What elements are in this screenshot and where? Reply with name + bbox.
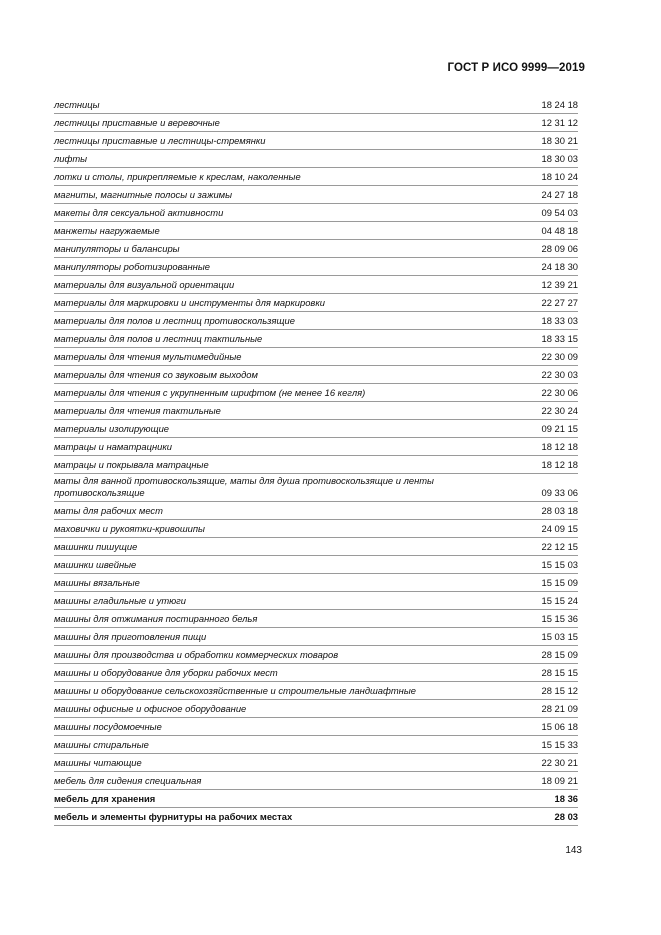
- entry-code: 18 12 18: [541, 459, 578, 470]
- index-entry: [54, 718, 578, 736]
- index-entry: [54, 294, 578, 312]
- entry-code: 18 33 03: [541, 315, 578, 326]
- entry-term: лестницы приставные и веревочные: [54, 117, 220, 128]
- page-number: 143: [565, 845, 582, 856]
- index-entry: [54, 808, 578, 826]
- entry-term: макеты для сексуальной активности: [54, 207, 224, 218]
- entry-code: 18 24 18: [541, 99, 578, 110]
- entry-code: 28 15 15: [541, 667, 578, 678]
- entry-code: 15 06 18: [541, 721, 578, 732]
- entry-code: 22 30 06: [541, 387, 578, 398]
- entry-term: машины для производства и обработки коммерческих товаров: [54, 649, 339, 660]
- index-entry: [54, 574, 578, 592]
- index-entry: [54, 682, 578, 700]
- entry-code: 24 09 15: [541, 523, 578, 534]
- index-entry: [54, 402, 578, 420]
- entry-term: лестницы приставные и лестницы-стремянки: [54, 135, 266, 146]
- entry-code: 12 39 21: [541, 279, 578, 290]
- index-entry: [54, 502, 578, 520]
- entry-term: машины офисные и офисное оборудование: [54, 703, 247, 714]
- index-entry: [54, 240, 578, 258]
- entry-code: 22 30 03: [541, 369, 578, 380]
- entry-term: машины гладильные и утюги: [54, 595, 187, 606]
- entry-code: 18 36: [554, 793, 578, 804]
- entry-term: машины читающие: [54, 757, 142, 768]
- entry-code: 18 09 21: [541, 775, 578, 786]
- index-entry: [54, 330, 578, 348]
- entry-term: машины вязальные: [54, 577, 140, 588]
- index-entry: [54, 150, 578, 168]
- entry-term: машины для приготовления пищи: [54, 631, 207, 642]
- entry-term: мебель для сидения специальная: [54, 775, 202, 786]
- entry-code: 22 30 24: [541, 405, 578, 416]
- entry-term: матрацы и покрывала матрацные: [54, 459, 209, 470]
- index-entry: [54, 520, 578, 538]
- entry-code: 28 03: [554, 811, 578, 822]
- index-entry: [54, 420, 578, 438]
- index-entry: [54, 664, 578, 682]
- entry-term: материалы для чтения тактильные: [54, 405, 221, 416]
- index-entry: [54, 610, 578, 628]
- entry-code: 24 18 30: [541, 261, 578, 272]
- entry-term: магниты, магнитные полосы и зажимы: [54, 189, 233, 200]
- entry-term: лотки и столы, прикрепляемые к креслам, наколенные: [54, 171, 301, 182]
- entry-term: маховички и рукоятки-кривошипы: [54, 523, 205, 534]
- entry-term: маты для рабочих мест: [54, 505, 163, 516]
- entry-code: 18 12 18: [541, 441, 578, 452]
- index-entry: [54, 736, 578, 754]
- index-entry: [54, 348, 578, 366]
- entry-code: 09 54 03: [541, 207, 578, 218]
- index-entry: [54, 384, 578, 402]
- entry-code: 09 33 06: [541, 487, 578, 498]
- entry-code: 18 33 15: [541, 333, 578, 344]
- entry-term: манипуляторы роботизированные: [54, 261, 210, 272]
- entry-term: материалы для визуальной ориентации: [54, 279, 235, 290]
- index-entry: [54, 204, 578, 222]
- entry-code: 28 15 09: [541, 649, 578, 660]
- index-entry: [54, 790, 578, 808]
- entry-code: 28 03 18: [541, 505, 578, 516]
- entry-term: машины и оборудование для уборки рабочих мест: [54, 667, 278, 678]
- entry-term: мебель для хранения: [54, 793, 156, 804]
- entry-term: машины для отжимания постиранного белья: [54, 613, 258, 624]
- index-entry: [54, 168, 578, 186]
- entry-term: материалы для чтения мультимедийные: [54, 351, 242, 362]
- index-list: [54, 96, 578, 826]
- entry-term: машины стиральные: [54, 739, 149, 750]
- index-entry: [54, 772, 578, 790]
- index-entry: [54, 474, 578, 502]
- entry-code: 22 30 09: [541, 351, 578, 362]
- entry-code: 18 30 03: [541, 153, 578, 164]
- entry-term: лифты: [54, 153, 88, 164]
- entry-code: 18 10 24: [541, 171, 578, 182]
- entry-code: 15 15 09: [541, 577, 578, 588]
- index-entry: [54, 556, 578, 574]
- entry-code: 15 15 36: [541, 613, 578, 624]
- index-entry: [54, 592, 578, 610]
- entry-code: 22 12 15: [541, 541, 578, 552]
- entry-code: 22 30 21: [541, 757, 578, 768]
- entry-term: материалы для чтения с укрупненным шрифтом (не менее 16 кегля): [54, 387, 366, 398]
- entry-term: материалы для маркировки и инструменты для маркировки: [54, 297, 325, 308]
- entry-code: 24 27 18: [541, 189, 578, 200]
- entry-term: машины и оборудование сельскохозяйственные и строительные ландшафтные: [54, 685, 416, 696]
- entry-term: манипуляторы и балансиры: [54, 243, 180, 254]
- index-entry: [54, 646, 578, 664]
- entry-code: 15 15 24: [541, 595, 578, 606]
- entry-code: 09 21 15: [541, 423, 578, 434]
- entry-term: машинки швейные: [54, 559, 137, 570]
- index-entry: [54, 438, 578, 456]
- index-entry: [54, 700, 578, 718]
- index-entry: [54, 312, 578, 330]
- index-entry: [54, 366, 578, 384]
- entry-code: 28 09 06: [541, 243, 578, 254]
- index-entry: [54, 96, 578, 114]
- entry-term: материалы для полов и лестниц тактильные: [54, 333, 263, 344]
- entry-term: материалы для полов и лестниц противоскользящие: [54, 315, 295, 326]
- entry-code: 22 27 27: [541, 297, 578, 308]
- entry-code: 04 48 18: [541, 225, 578, 236]
- entry-code: 15 15 33: [541, 739, 578, 750]
- entry-code: 15 15 03: [541, 559, 578, 570]
- entry-code: 12 31 12: [541, 117, 578, 128]
- index-entry: [54, 456, 578, 474]
- index-entry: [54, 132, 578, 150]
- entry-term: лестницы: [54, 99, 100, 110]
- entry-term: машины посудомоечные: [54, 721, 162, 732]
- index-entry: [54, 222, 578, 240]
- index-entry: [54, 276, 578, 294]
- index-entry: [54, 754, 578, 772]
- entry-code: 28 15 12: [541, 685, 578, 696]
- entry-term: матрацы и наматрацники: [54, 441, 172, 452]
- entry-term: мебель и элементы фурнитуры на рабочих местах: [54, 811, 293, 822]
- entry-code: 18 30 21: [541, 135, 578, 146]
- index-entry: [54, 628, 578, 646]
- entry-term: маты для ванной противоскользящие, маты для душа противоскользящие и ленты противоскользящие: [54, 475, 434, 498]
- entry-term: машинки пишущие: [54, 541, 138, 552]
- entry-term: манжеты нагружаемые: [54, 225, 160, 236]
- index-entry: [54, 186, 578, 204]
- entry-code: 15 03 15: [541, 631, 578, 642]
- index-entry: [54, 538, 578, 556]
- entry-term: материалы изолирующие: [54, 423, 170, 434]
- entry-term: материалы для чтения со звуковым выходом: [54, 369, 258, 380]
- entry-code: 28 21 09: [541, 703, 578, 714]
- index-entry: [54, 114, 578, 132]
- index-entry: [54, 258, 578, 276]
- document-header: ГОСТ Р ИСО 9999—2019: [447, 62, 585, 74]
